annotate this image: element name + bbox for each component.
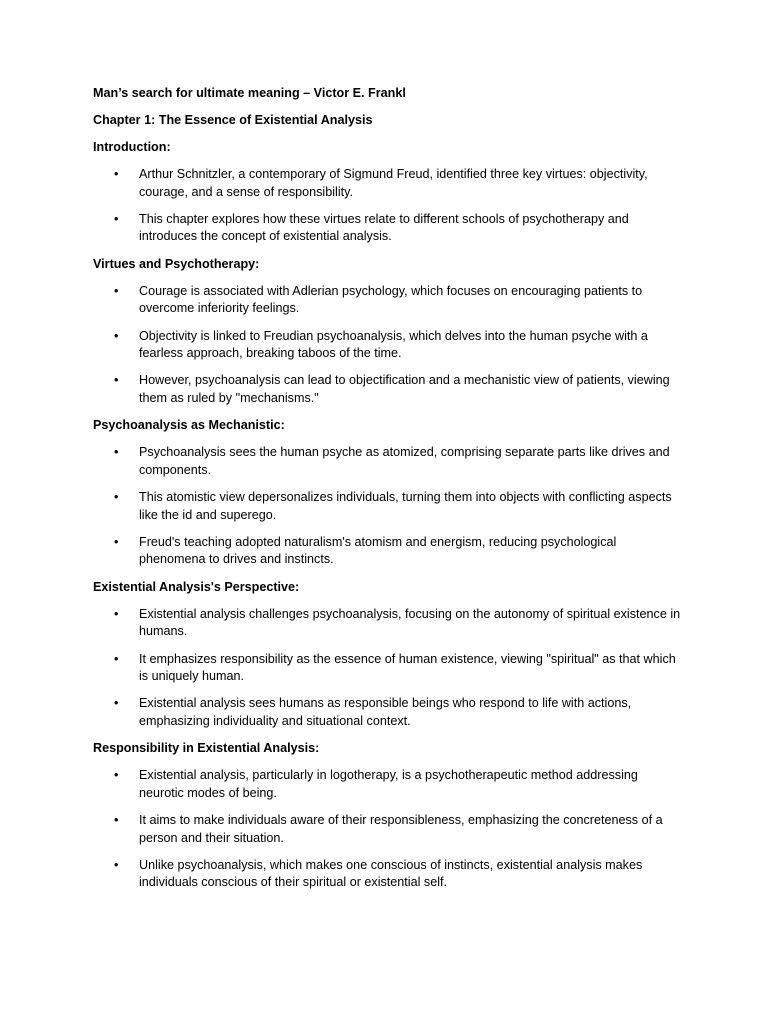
section-heading: Responsibility in Existential Analysis: [93,741,320,756]
section-responsibility [93,740,683,892]
list-item-text: Existential analysis challenges psychoanalysis, focusing on the autonomy of spiritual existence in humans. [139,606,681,639]
list-item [93,534,683,569]
bullet-icon: • [114,373,119,388]
bullet-icon: • [114,328,119,343]
bullet-icon: • [114,651,119,666]
list-item [93,283,683,318]
list-item [93,444,683,479]
section-perspective [93,579,683,731]
chapter-title: Chapter 1: The Essence of Existential Analysis [93,112,373,127]
section-heading: Existential Analysis's Perspective: [93,579,300,594]
section-heading: Psychoanalysis as Mechanistic: [93,418,285,433]
list-item-text: This atomistic view depersonalizes individuals, turning them into objects with conflicting aspects like the id and superego. [139,490,672,522]
bullet-icon: • [114,166,119,181]
list-item-text: This chapter explores how these virtues relate to different schools of psychotherapy and introduces the concept of existential analysis. [139,211,629,244]
section-mechanistic [93,417,683,569]
document-title: Man’s search for ultimate meaning – Victor E. Frankl [93,86,406,100]
bullet-icon: • [114,534,119,549]
list-item [93,328,683,363]
list-item [93,211,683,246]
list-item [93,767,683,802]
bullet-list [93,283,683,408]
list-item [93,857,683,892]
list-item-text: Freud's teaching adopted naturalism's atomism and energism, reducing psychological phenomena to drives and instincts. [139,534,617,567]
bullet-icon: • [114,813,119,828]
bullet-icon: • [114,490,119,505]
bullet-list [93,767,683,892]
list-item-text: Courage is associated with Adlerian psychology, which focuses on encouraging patients to overcome inferiority feelings. [139,283,643,316]
list-item-text: Objectivity is linked to Freudian psychoanalysis, which delves into the human psyche with a fearless approach, breaking taboos of the time. [139,328,648,361]
section-heading: Virtues and Psychotherapy: [93,256,260,271]
list-item-text: Existential analysis sees humans as responsible beings who respond to life with actions, emphasizing individuality and situational context. [139,696,632,728]
document-page [93,85,683,902]
bullet-icon: • [114,211,119,226]
list-item-text: Existential analysis, particularly in logotherapy, is a psychotherapeutic method addressing neurotic modes of being. [139,768,638,800]
bullet-icon: • [114,445,119,460]
bullet-icon: • [114,768,119,783]
list-item [93,372,683,407]
section-virtues [93,256,683,408]
list-item [93,695,683,730]
list-item-text: It aims to make individuals aware of their responsibleness, emphasizing the concreteness of a person and their situation. [139,813,663,845]
list-item [93,651,683,686]
bullet-icon: • [114,696,119,711]
bullet-icon: • [114,283,119,298]
section-introduction [93,139,683,246]
list-item [93,166,683,201]
bullet-list [93,444,683,569]
section-heading: Introduction: [93,139,171,154]
bullet-list [93,606,683,731]
list-item-text: However, psychoanalysis can lead to objectification and a mechanistic view of patients, viewing them as ruled by "mechanisms." [139,373,670,405]
bullet-icon: • [114,606,119,621]
list-item-text: Arthur Schnitzler, a contemporary of Sigmund Freud, identified three key virtues: objectivity, courage, and a sense of responsibility. [139,166,648,199]
bullet-icon: • [114,857,119,872]
list-item-text: Unlike psychoanalysis, which makes one conscious of instincts, existential analysis makes individuals conscious of their spiritual or existential self. [139,857,643,890]
list-item [93,606,683,641]
bullet-list [93,166,683,246]
list-item [93,812,683,847]
list-item [93,489,683,524]
list-item-text: It emphasizes responsibility as the essence of human existence, viewing "spiritual" as that which is uniquely human. [139,651,676,684]
list-item-text: Psychoanalysis sees the human psyche as atomized, comprising separate parts like drives and components. [139,445,670,477]
